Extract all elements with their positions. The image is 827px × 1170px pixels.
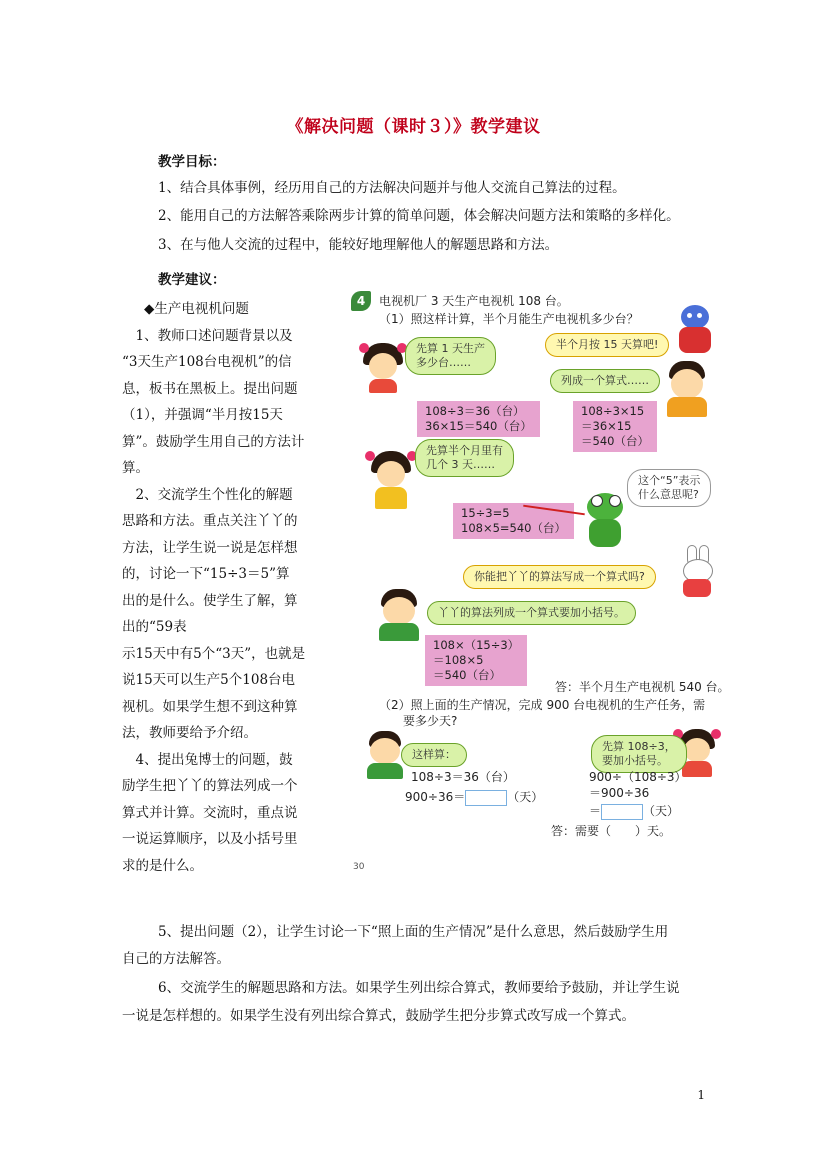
- bubble-line: 多少台……: [416, 356, 471, 369]
- para5-line1: 5、提出问题（2），让学生讨论一下“照上面的生产情况”是什么意思，然后鼓励学生用: [158, 924, 669, 940]
- bubble-girl-1: [405, 337, 496, 375]
- bubble-half-month: 半个月按 15 天算吧!: [545, 333, 669, 357]
- calc-box-2: [573, 401, 657, 452]
- bubble-line: 几个 3 天……: [426, 458, 495, 471]
- answer-box-1[interactable]: [465, 790, 507, 806]
- left-line: 2、交流学生个性化的解题: [122, 486, 293, 503]
- left-line: ◆生产电视机问题: [144, 301, 249, 317]
- calc-line: ＝108×5: [433, 653, 484, 667]
- objective-1: 1、结合具体事例，经历用自己的方法解决问题并与他人交流自己算法的过程。: [158, 180, 626, 196]
- wolf-character: [675, 305, 715, 355]
- calc5-line2: [405, 789, 543, 806]
- calc6-line3: [589, 803, 679, 820]
- bubble-line: 先算半个月里有: [426, 444, 503, 457]
- bubble-line: 这个“5”表示: [638, 474, 701, 487]
- left-line: 方法，让学生说一说是怎样想: [122, 539, 298, 556]
- calc6-line2: ＝900÷36: [589, 786, 650, 800]
- answer-1: 答：半个月生产电视机 540 台。: [555, 680, 730, 694]
- left-line: 一说运算顺序，以及小括号里: [122, 831, 298, 847]
- left-line: 求的是什么。: [122, 857, 203, 874]
- problem-number-leaf: 4: [351, 291, 371, 311]
- left-line: 4、提出兔博士的问题，鼓: [122, 751, 293, 768]
- left-line: 出的“59表: [122, 619, 187, 635]
- left-line: 的，讨论一下“15÷3＝5”算: [122, 566, 290, 582]
- girl-character-2: [369, 451, 413, 509]
- bubble-line: 要加小括号。: [602, 754, 668, 767]
- left-line: 算。: [122, 460, 149, 476]
- calc-line: 36×15＝540（台）: [425, 419, 532, 433]
- calc-text: ＝: [589, 804, 602, 818]
- bubble-boy-3: 这样算：: [401, 743, 467, 767]
- calc-box-1: [417, 401, 540, 437]
- bubble-rabbit: 你能把丫丫的算法写成一个算式吗?: [463, 565, 656, 589]
- boy-character-2: [377, 589, 421, 641]
- left-line: 算”。鼓励学生用自己的方法计: [122, 433, 305, 450]
- page-number: 1: [697, 1088, 705, 1102]
- page-title: 《解决问题（课时３）》教学建议: [286, 117, 541, 137]
- calc-line: ＝540（台）: [581, 434, 649, 448]
- left-line: 法，教师要给予介绍。: [122, 725, 257, 741]
- left-column-text: [122, 296, 332, 879]
- left-line: 示15天中有5个“3天”，也就是: [122, 645, 306, 662]
- girl-character-1: [363, 343, 403, 393]
- question-2-line1: （2）照上面的生产情况，完成 900 台电视机的生产任务，需: [379, 698, 706, 712]
- calc-line: ＝36×15: [581, 419, 632, 433]
- bubble-line: 先算 1 天生产: [416, 342, 485, 355]
- bubble-line: 先算 108÷3，: [602, 740, 676, 753]
- left-line: 说15天可以生产5个108台电: [122, 672, 296, 688]
- textbook-page-number: 30: [353, 862, 365, 872]
- answer-2: 答：需要（ ）天。: [551, 824, 672, 838]
- boy-character-3: [365, 731, 405, 779]
- calc-unit: （天）: [507, 790, 544, 804]
- question-1: （1）照这样计算，半个月能生产电视机多少台？: [379, 312, 639, 326]
- objective-3: 3、在与他人交流的过程中，能较好地理解他人的解题思路和方法。: [158, 237, 559, 253]
- frog-character: [583, 493, 627, 551]
- left-line: （1），并强调“半月按15天: [122, 407, 283, 423]
- calc-line: 108÷3＝36（台）: [425, 404, 525, 418]
- calc-line: ＝540（台）: [433, 668, 501, 682]
- calc6-line1: 900÷（108÷3）: [589, 770, 687, 784]
- calc-unit: （天）: [643, 804, 680, 818]
- left-line: 思路和方法。重点关注丫丫的: [122, 513, 298, 529]
- left-line: 息，板书在黑板上。提出问题: [122, 380, 298, 397]
- calc-line: 108×5=540（台）: [461, 521, 566, 535]
- left-line: 视机。如果学生想不到这种算: [122, 698, 298, 715]
- boy-character-1: [665, 361, 709, 417]
- bubble-frog: [627, 469, 711, 507]
- left-line: 励学生把丫丫的算法列成一个: [122, 778, 298, 794]
- bubble-girl-2: [415, 439, 514, 477]
- textbook-illustration: [345, 283, 730, 878]
- left-line: 1、教师口述问题背景以及: [122, 327, 293, 344]
- calc-line: 108×（15÷3）: [433, 638, 520, 652]
- suggestions-heading: 教学建议：: [158, 272, 226, 288]
- question-2-line2: 要多少天?: [403, 714, 458, 728]
- bubble-boy-1: 列成一个算式……: [550, 369, 660, 393]
- bubble-line: 什么意思呢?: [638, 488, 699, 501]
- calc-line: 108÷3×15: [581, 404, 645, 418]
- left-line: “3天生产108台电视机”的信: [122, 354, 292, 370]
- bubble-boy-2: 丫丫的算法列成一个算式要加小括号。: [427, 601, 636, 625]
- objectives-heading: 教学目标：: [158, 154, 226, 170]
- left-line: 算式并计算。交流时，重点说: [122, 804, 298, 821]
- calc-line: 15÷3=5: [461, 506, 510, 520]
- para5-line2: 自己的方法解答。: [122, 951, 230, 967]
- para6-line2: 一说是怎样想的。如果学生没有列出综合算式，鼓励学生把分步算式改写成一个算式。: [122, 1008, 635, 1024]
- rabbit-character: [677, 545, 717, 597]
- calc5-line1: 108÷3＝36（台）: [411, 770, 515, 784]
- objective-2: 2、能用自己的方法解答乘除两步计算的简单问题，体会解决问题方法和策略的多样化。: [158, 208, 680, 224]
- left-line: 出的是什么。使学生了解，算: [122, 592, 298, 609]
- bubble-girl-3: [591, 735, 687, 773]
- problem-statement: 电视机厂 3 天生产电视机 108 台。: [379, 294, 569, 308]
- answer-box-2[interactable]: [601, 804, 643, 820]
- calc-box-4: [425, 635, 527, 686]
- calc-text: 900÷36＝: [405, 790, 466, 804]
- para6-line1: 6、交流学生的解题思路和方法。如果学生列出综合算式，教师要给予鼓励，并让学生说: [158, 980, 680, 996]
